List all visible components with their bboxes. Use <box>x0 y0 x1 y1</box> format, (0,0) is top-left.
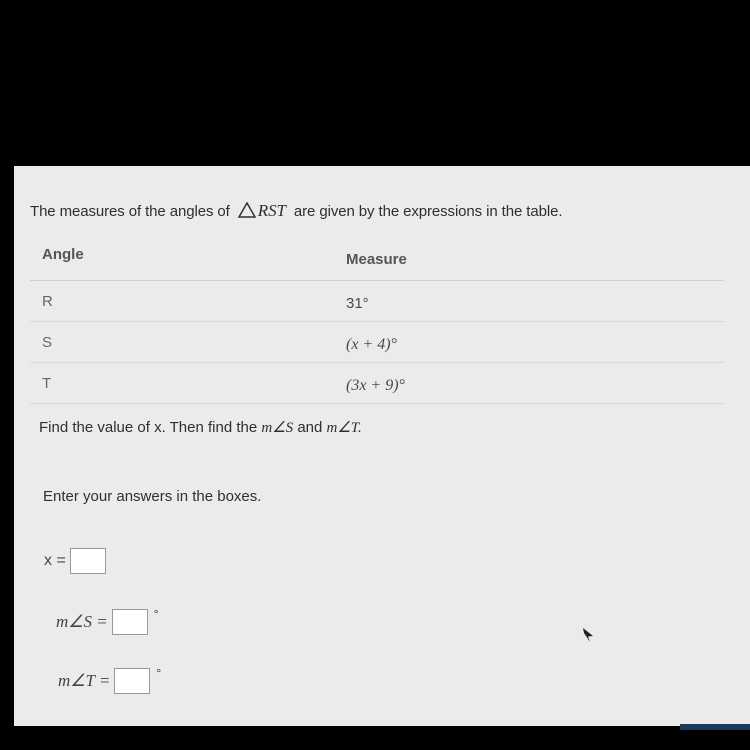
find-m-s: m∠S <box>261 420 294 436</box>
enter-instruction: Enter your answers in the boxes. <box>43 488 262 505</box>
x-answer-input[interactable] <box>70 548 106 574</box>
angle-cell: T <box>42 375 52 392</box>
find-m-t: m∠T. <box>326 420 362 436</box>
find-instruction <box>39 418 362 437</box>
table-row <box>30 322 724 363</box>
header-measure: Measure <box>346 251 407 268</box>
angle-cell: R <box>42 293 53 310</box>
measure-cell: (3x + 9)° <box>346 377 405 394</box>
angle-cell: S <box>42 334 53 351</box>
answer-label-x: x = <box>44 552 66 569</box>
degree-unit: ° <box>153 607 159 621</box>
question-prompt <box>30 201 562 222</box>
table-row <box>30 281 724 322</box>
angle-table <box>30 236 724 404</box>
m-t-answer-input[interactable] <box>114 668 150 694</box>
table-header-row <box>30 236 724 281</box>
question-panel <box>14 166 750 726</box>
answer-row-x <box>44 548 106 574</box>
prompt-text-before: The measures of the angles of <box>30 203 230 220</box>
answer-row-m-s <box>56 609 159 635</box>
answer-label-m-s: m∠S = <box>56 612 108 631</box>
answer-row-m-t <box>58 668 161 694</box>
measure-cell: 31° <box>346 295 369 312</box>
triangle-icon <box>238 202 256 222</box>
prompt-text-after: are given by the expressions in the table. <box>293 203 563 220</box>
answer-label-m-t: m∠T = <box>58 671 111 690</box>
measure-cell: (x + 4)° <box>346 336 397 353</box>
mouse-pointer-icon <box>581 627 595 648</box>
find-and: and <box>297 419 323 436</box>
header-angle: Angle <box>42 246 84 263</box>
screen-edge-strip <box>680 724 750 730</box>
m-s-answer-input[interactable] <box>112 609 148 635</box>
triangle-name: RST <box>257 201 286 220</box>
degree-unit: ° <box>156 666 162 680</box>
find-text-before: Find the value of x. Then find the <box>39 419 258 436</box>
table-row <box>30 363 724 404</box>
